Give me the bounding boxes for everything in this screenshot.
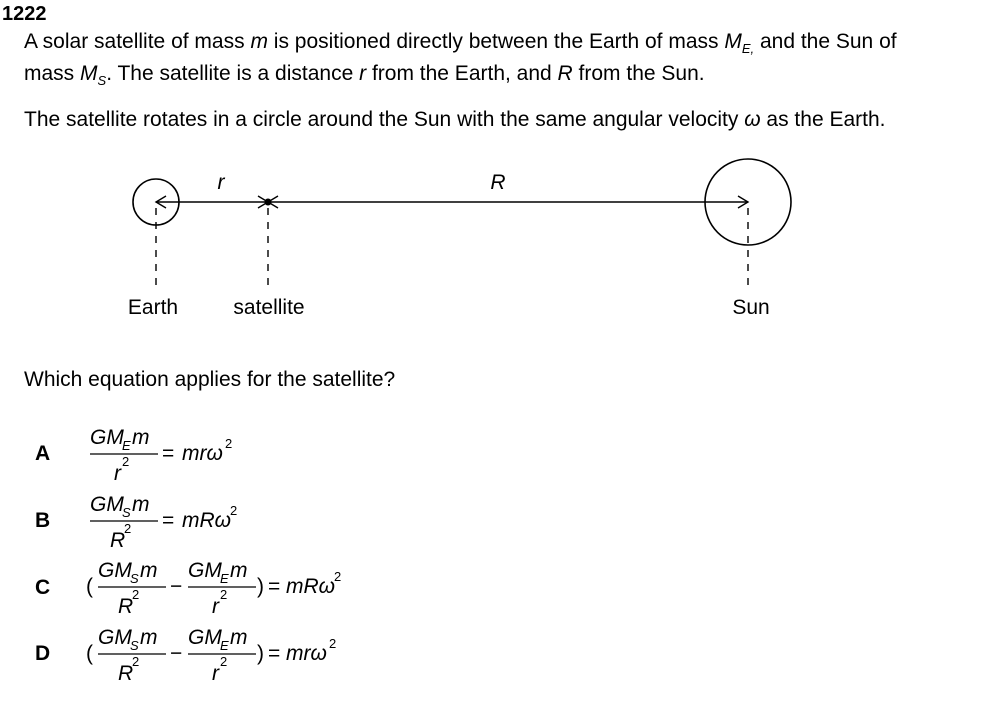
question-context: The satellite rotates in a circle around the Sun with the same angular velocity ω as the Earth.: [24, 108, 886, 131]
svg-text:S: S: [130, 638, 139, 653]
svg-text:R: R: [110, 529, 126, 551]
svg-text:−: −: [170, 642, 183, 665]
svg-text:2: 2: [220, 587, 228, 602]
question-stem-line-2: mass $M_S$. The satellite is a distance r from the Earth, and R from the Sun.: [24, 62, 705, 89]
question-stem: [24, 29, 897, 93]
svg-text:m: m: [230, 559, 248, 582]
label-r: r: [217, 171, 225, 194]
svg-text:2: 2: [329, 636, 337, 651]
svg-text:(: (: [86, 575, 93, 598]
svg-text:GM: GM: [98, 559, 132, 582]
svg-text:GM: GM: [98, 626, 132, 649]
svg-text:2: 2: [132, 654, 140, 669]
option-a-letter[interactable]: A: [35, 442, 51, 465]
svg-text:GM: GM: [90, 493, 124, 516]
svg-text:GM: GM: [188, 626, 222, 649]
question-prompt: Which equation applies for the satellite?: [24, 368, 396, 391]
svg-text:m: m: [230, 626, 248, 649]
svg-text:2: 2: [122, 454, 130, 469]
svg-text:r: r: [114, 462, 121, 484]
svg-text:GM: GM: [188, 559, 222, 582]
option-b-equation[interactable]: [80, 487, 280, 551]
svg-text:R: R: [118, 662, 134, 684]
svg-text:r: r: [212, 662, 219, 684]
svg-text:=: =: [162, 442, 175, 465]
svg-text:2: 2: [225, 436, 233, 451]
svg-text:E: E: [220, 571, 229, 586]
svg-text:mrω: mrω: [286, 642, 327, 665]
svg-text:mRω: mRω: [182, 509, 232, 532]
svg-text:=: =: [268, 642, 281, 665]
svg-text:=: =: [162, 509, 175, 532]
svg-text:GM: GM: [90, 426, 124, 449]
satellite-dot: [265, 199, 272, 206]
svg-text:m: m: [140, 626, 158, 649]
svg-text:2: 2: [132, 587, 140, 602]
option-c-equation[interactable]: [80, 553, 380, 617]
svg-text:): ): [257, 575, 264, 598]
question-stem-line-1: A solar satellite of mass m is positioned directly between the Earth of mass $M_{E,}$ and the Sun of: [24, 30, 897, 57]
orbit-diagram: [0, 150, 1001, 330]
satellite-label: satellite: [233, 296, 305, 319]
svg-text:m: m: [140, 559, 158, 582]
svg-text:=: =: [268, 575, 281, 598]
option-d-letter[interactable]: D: [35, 642, 51, 665]
svg-text:2: 2: [124, 521, 132, 536]
svg-text:S: S: [130, 571, 139, 586]
option-a-equation[interactable]: [80, 420, 280, 484]
svg-text:2: 2: [334, 569, 342, 584]
svg-text:2: 2: [230, 503, 238, 518]
option-b-letter[interactable]: B: [35, 509, 51, 532]
svg-text:E: E: [220, 638, 229, 653]
svg-text:mrω: mrω: [182, 442, 223, 465]
svg-text:): ): [257, 642, 264, 665]
svg-text:m: m: [132, 493, 150, 516]
svg-text:mRω: mRω: [286, 575, 336, 598]
svg-text:S: S: [122, 505, 131, 520]
label-R: R: [490, 171, 506, 194]
svg-text:2: 2: [220, 654, 228, 669]
svg-text:r: r: [212, 595, 219, 617]
svg-text:−: −: [170, 575, 183, 598]
question-number: 1222: [2, 3, 47, 25]
svg-text:E: E: [122, 438, 131, 453]
svg-text:R: R: [118, 595, 134, 617]
option-d-equation[interactable]: [80, 620, 380, 684]
earth-label: Earth: [127, 296, 179, 319]
option-c-letter[interactable]: C: [35, 576, 51, 599]
svg-text:(: (: [86, 642, 93, 665]
svg-text:m: m: [132, 426, 150, 449]
sun-label: Sun: [732, 296, 770, 319]
